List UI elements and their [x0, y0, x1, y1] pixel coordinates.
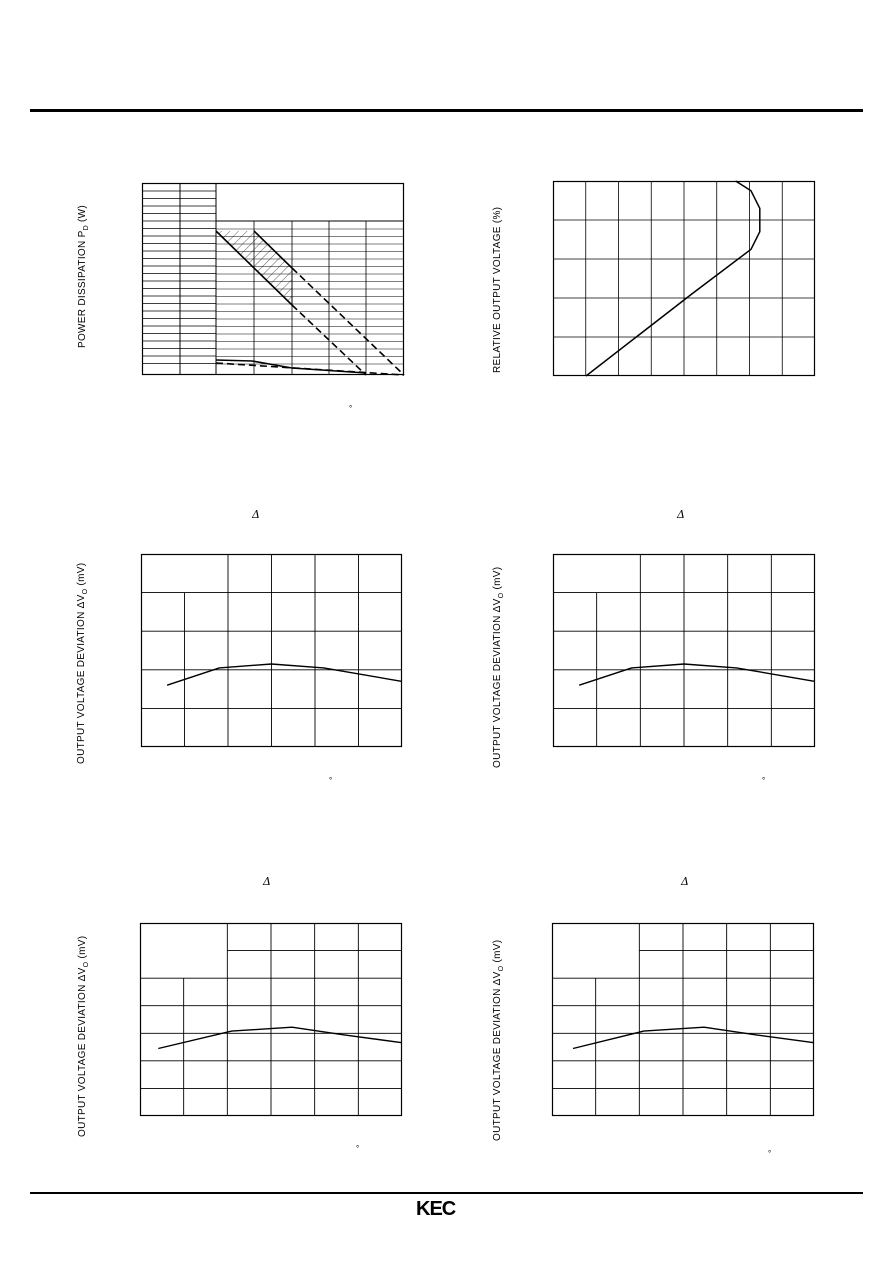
chart5-delta-mark: Δ [263, 875, 271, 888]
kec-logo: KEC [416, 1198, 456, 1220]
chart6-output-voltage-deviation [552, 923, 814, 1116]
chart3-degree-mark: ° [329, 776, 333, 785]
series-line [158, 1027, 402, 1048]
chart3-y-axis-label: OUTPUT VOLTAGE DEVIATION $\Delta V_O$ (mV) [76, 562, 89, 764]
series-line [167, 664, 402, 685]
chart6-y-axis-label: OUTPUT VOLTAGE DEVIATION $\Delta V_O$ (mV) [492, 939, 505, 1141]
chart2-relative-output-voltage [553, 181, 815, 376]
series-line [579, 664, 815, 685]
chart5-output-voltage-deviation [140, 923, 402, 1116]
chart4-degree-mark: ° [762, 776, 766, 785]
chart6-degree-mark: ° [768, 1149, 772, 1158]
series-line [573, 1027, 814, 1048]
chart2-y-axis-label: RELATIVE OUTPUT VOLTAGE (%) [492, 206, 503, 373]
chart4-delta-mark: Δ [677, 508, 685, 521]
chart1-degree-mark: ° [349, 404, 353, 413]
chart5-y-axis-label: OUTPUT VOLTAGE DEVIATION $\Delta V_O$ (mV) [77, 935, 90, 1137]
chart5-degree-mark: ° [356, 1144, 360, 1153]
chart3-output-voltage-deviation [141, 554, 402, 747]
series-line-5 [216, 363, 404, 375]
footer-rule [30, 1192, 863, 1194]
chart1-power-dissipation [142, 183, 404, 375]
series-line [586, 181, 760, 376]
chart1-y-axis-label: POWER DISSIPATION $P_D$ (W) [77, 204, 90, 348]
chart3-delta-mark: Δ [252, 508, 260, 521]
chart4-y-axis-label: OUTPUT VOLTAGE DEVIATION $\Delta V_O$ (mV) [492, 566, 505, 768]
chart4-output-voltage-deviation [553, 554, 815, 747]
chart6-delta-mark: Δ [681, 875, 689, 888]
header-rule [30, 109, 863, 112]
